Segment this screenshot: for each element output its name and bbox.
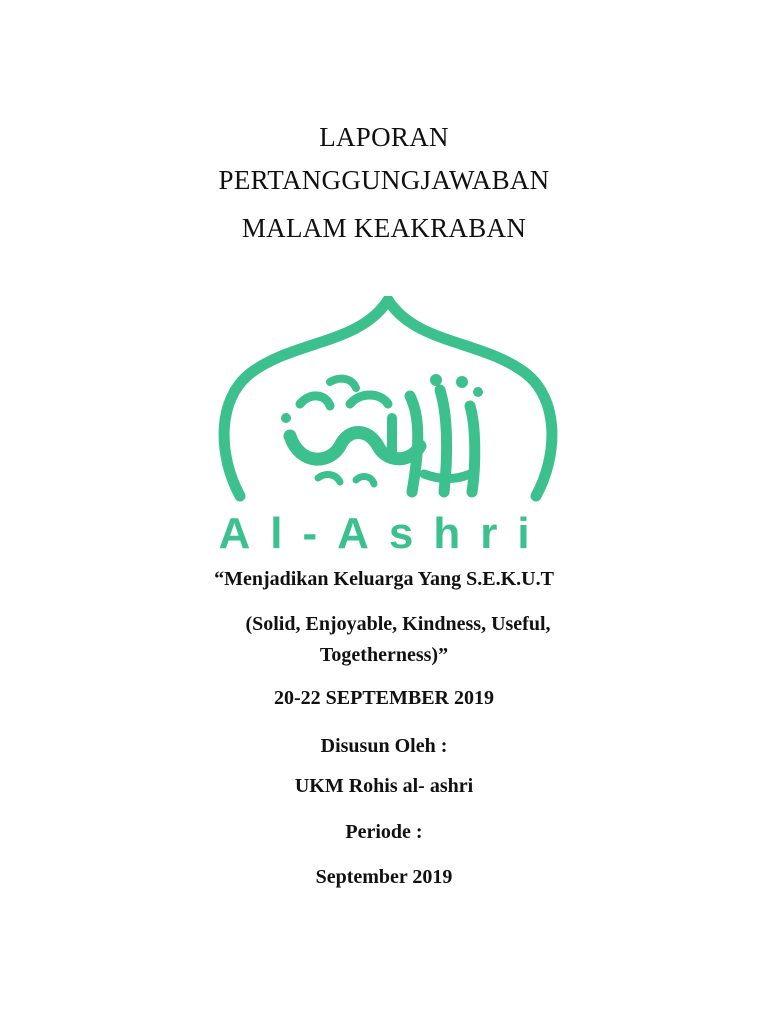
dome-calligraphy-icon <box>0 296 768 556</box>
period-value: September 2019 <box>315 866 453 888</box>
calligraphy-stroke <box>300 396 330 406</box>
calligraphy-stroke <box>330 379 356 388</box>
calligraphy-stroke <box>470 406 475 492</box>
calligraphy-stroke <box>350 395 388 404</box>
title-line-3: MALAM KEAKRABAN <box>241 213 527 243</box>
event-date: 20-22 SEPTEMBER 2019 <box>273 687 495 709</box>
tagline-expansion-line-1: (Solid, Enjoyable, Kindness, Useful, <box>245 613 551 635</box>
calligraphy-dot <box>473 387 483 397</box>
organization-name: UKM Rohis al- ashri <box>294 775 474 797</box>
calligraphy-dot <box>456 376 468 388</box>
tagline-expansion-line-2: Togetherness)” <box>319 644 449 666</box>
calligraphy-stroke <box>290 433 420 460</box>
period-label: Periode : <box>345 821 423 843</box>
calligraphy-stroke <box>356 477 374 484</box>
calligraphy-stroke <box>410 396 418 492</box>
calligraphy-dot <box>281 413 291 423</box>
al-ashri-logo <box>0 296 768 556</box>
calligraphy-stroke <box>424 474 470 479</box>
calligraphy-dot <box>430 374 442 386</box>
prepared-by-label: Disusun Oleh : <box>320 735 448 757</box>
title-line-2: PERTANGGUNGJAWABAN <box>218 165 550 195</box>
title-line-1: LAPORAN <box>319 122 449 152</box>
calligraphy-stroke <box>318 475 340 482</box>
tagline: “Menjadikan Keluarga Yang S.E.K.U.T <box>214 568 554 590</box>
logo-wordmark: Al-Ashri <box>218 509 550 556</box>
